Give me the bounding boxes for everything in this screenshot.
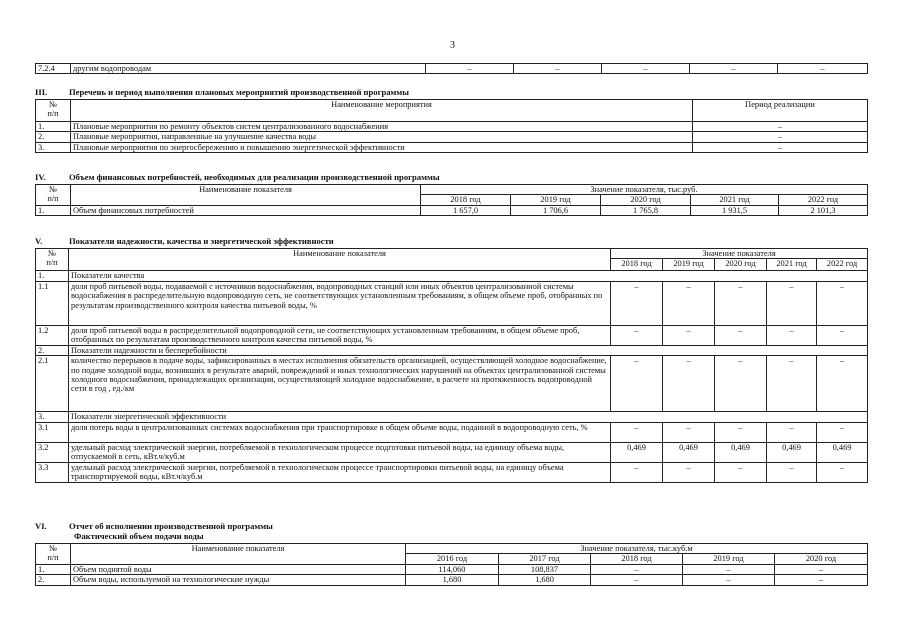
header-year: 2018 год (591, 554, 683, 564)
row-name: количество перерывов в подаче воды, зафиксированных в местах исполнения обязательств организацией, осуществляющей холодное водоснабжение, по подаче холодной воды, возникших в результате аварий, повреждений и иных технологических нарушений на объектах централизованной системы холодного водоснабжения, принадлежащих организации, осуществляющей холодное водоснабжение, в расчете на протяженность водопроводной сети в год , ед./км (69, 356, 611, 412)
value-cell: – (715, 422, 767, 442)
header-num: № п/п (36, 185, 71, 206)
value-cell: – (663, 422, 715, 442)
header-year: 2019 год (511, 195, 601, 205)
value-cell: 0,469 (817, 442, 868, 462)
header-year: 2017 год (499, 554, 591, 564)
value-cell: – (767, 462, 817, 482)
row-name: доля потерь воды в централизованных системах водоснабжения при транспортировке в общем объеме воды, поданной в водопроводную сеть, % (69, 422, 611, 442)
row-name: доля проб питьевой воды, подаваемой с источников водоснабжения, водопроводных станций или иных объектов централизованной системы водоснабжения в распределительную водопроводную сеть, не соответствующих установленным требованиям, в общем объеме проб, отобранных по результатам производственного контроля качества питьевой воды, % (69, 281, 611, 325)
row-period: – (693, 122, 868, 132)
section-number: III. (35, 87, 48, 97)
row-name: доля проб питьевой воды в распределительной водопроводной сети, не соответствующих установленным требованиям, в общем объеме проб, отобранных по результатам производственного контроля качества питьевой воды, % (69, 325, 611, 345)
header-value: Значение показателя (611, 249, 868, 259)
value-cell: 1,680 (499, 575, 591, 585)
value-cell: – (426, 64, 514, 74)
section-title: Объем финансовых потребностей, необходимых для реализации производственной программы (69, 172, 440, 182)
table-row (36, 345, 868, 355)
header-num: № п/п (36, 544, 71, 565)
header-num: № п/п (36, 100, 71, 122)
row-num: 2. (36, 575, 71, 585)
table-row (36, 442, 868, 462)
value-cell: – (591, 564, 683, 574)
row-period: – (693, 132, 868, 142)
value-cell: 0,469 (611, 442, 663, 462)
value-cell: 1 657,0 (421, 205, 511, 215)
table-row (36, 281, 868, 325)
value-cell: – (591, 575, 683, 585)
row-num: 3.1 (36, 422, 69, 442)
row-num: 1.2 (36, 325, 69, 345)
value-cell: – (715, 462, 767, 482)
header-num: № п/п (36, 249, 69, 271)
value-cell: – (715, 356, 767, 412)
table-row (36, 564, 868, 574)
header-year: 2018 год (611, 259, 663, 271)
value-cell: – (767, 356, 817, 412)
header-name: Наименование показателя (71, 185, 421, 206)
value-cell: – (767, 325, 817, 345)
value-cell: – (611, 281, 663, 325)
value-cell: 114,060 (406, 564, 499, 574)
value-cell: – (690, 64, 778, 74)
section-number: IV. (35, 172, 46, 182)
value-cell: 1 931,5 (691, 205, 779, 215)
row-num: 1.1 (36, 281, 69, 325)
value-cell: – (611, 325, 663, 345)
value-cell: – (611, 422, 663, 442)
value-cell: 1 765,8 (601, 205, 691, 215)
value-cell: – (767, 422, 817, 442)
row-name: Объем поднятой воды (71, 564, 406, 574)
value-cell: – (817, 422, 868, 442)
value-cell: – (715, 281, 767, 325)
value-cell: – (715, 325, 767, 345)
value-cell: – (767, 281, 817, 325)
value-cell: 0,469 (767, 442, 817, 462)
table-row (36, 132, 868, 142)
value-cell: – (817, 356, 868, 412)
value-cell: – (663, 281, 715, 325)
header-name: Наименование показателя (69, 249, 611, 271)
table-row (36, 412, 868, 422)
header-year: 2018 год (421, 195, 511, 205)
value-cell: 0,469 (715, 442, 767, 462)
section-title: Отчет об исполнении производственной программы (69, 521, 273, 531)
row-name: удельный расход электрической энергии, потребляемой в технологическом процессе транспортировки питьевой воды, на единицу объема транспортируемой воды, кВт.ч/куб.м (69, 462, 611, 482)
header-period: Период реализации (693, 100, 868, 122)
value-cell: – (611, 462, 663, 482)
row-name: Показатели качества (69, 271, 868, 281)
header-value: Значение показателя, тыс.куб.м (406, 544, 868, 554)
row-name: удельный расход электрической энергии, потребляемой в технологическом процессе подготовки питьевой воды, на единицу объема воды, отпускаемой в сеть, кВт.ч/куб.м (69, 442, 611, 462)
table-section-3 (35, 99, 868, 153)
header-year: 2020 год (715, 259, 767, 271)
header-name: Наименование показателя (71, 544, 406, 565)
header-year: 2021 год (691, 195, 779, 205)
table-7-2-4 (35, 63, 868, 74)
row-name: Показатели энергетической эффективности (69, 412, 868, 422)
value-cell: 1,680 (406, 575, 499, 585)
table-section-4 (35, 184, 868, 216)
row-name: Плановые мероприятия, направленные на улучшение качества воды (71, 132, 693, 142)
table-row (36, 205, 868, 215)
section-number: VI. (35, 521, 47, 531)
value-cell: – (683, 575, 775, 585)
value-cell: – (602, 64, 690, 74)
row-name: Объем финансовых потребностей (71, 205, 421, 215)
header-year: 2016 год (406, 554, 499, 564)
header-year: 2019 год (683, 554, 775, 564)
header-year: 2022 год (817, 259, 868, 271)
row-num: 3. (36, 142, 71, 152)
row-num: 3.3 (36, 462, 69, 482)
header-year: 2021 год (767, 259, 817, 271)
row-name: Объем воды, используемой на технологические нужды (71, 575, 406, 585)
value-cell: – (683, 564, 775, 574)
row-num: 1. (36, 271, 69, 281)
value-cell: – (514, 64, 602, 74)
value-cell: – (663, 325, 715, 345)
row-num: 3.2 (36, 442, 69, 462)
value-cell: – (663, 356, 715, 412)
row-num: 1. (36, 122, 71, 132)
section-6-subtitle: Фактический объем подачи воды (74, 531, 204, 541)
value-cell: – (775, 564, 868, 574)
header-year: 2020 год (775, 554, 868, 564)
header-year: 2020 год (601, 195, 691, 205)
value-cell: – (663, 462, 715, 482)
value-cell: 0,469 (663, 442, 715, 462)
section-number: V. (35, 236, 43, 246)
table-row (36, 142, 868, 152)
value-cell: – (817, 462, 868, 482)
section-title: Показатели надежности, качества и энергетической эффективности (69, 236, 334, 246)
section-3-heading (35, 88, 409, 98)
row-name: Показатели надежности и бесперебойности (69, 345, 868, 355)
header-name: Наименование мероприятия (71, 100, 693, 122)
row-num: 3. (36, 412, 69, 422)
value-cell: – (611, 356, 663, 412)
value-cell: 108,837 (499, 564, 591, 574)
row-name: Плановые мероприятия по энергосбережению и повышению энергетической эффективности (71, 142, 693, 152)
row-period: – (693, 142, 868, 152)
value-cell: – (775, 575, 868, 585)
table-row (36, 271, 868, 281)
row-name: Плановые мероприятия по ремонту объектов систем централизованного водоснабжения (71, 122, 693, 132)
section-4-heading (35, 173, 440, 183)
value-cell: – (778, 64, 868, 74)
row-num: 7.2.4 (36, 64, 71, 74)
section-5-heading (35, 237, 334, 247)
table-section-6 (35, 543, 868, 586)
value-cell: 2 101,3 (779, 205, 868, 215)
header-year: 2019 год (663, 259, 715, 271)
value-cell: – (817, 325, 868, 345)
row-num: 2. (36, 132, 71, 142)
section-title: Перечень и период выполнения плановых мероприятий производственной программы (69, 87, 409, 97)
value-cell: 1 706,6 (511, 205, 601, 215)
page-number: 3 (450, 40, 455, 51)
table-row (36, 575, 868, 585)
table-row (36, 462, 868, 482)
header-year: 2022 год (779, 195, 868, 205)
value-cell: – (817, 281, 868, 325)
header-value: Значение показателя, тыс.руб. (421, 185, 868, 195)
row-num: 2.1 (36, 356, 69, 412)
row-num: 1. (36, 205, 71, 215)
row-name: другим водопроводам (71, 64, 426, 74)
table-row (36, 356, 868, 412)
row-num: 2. (36, 345, 69, 355)
table-row (36, 422, 868, 442)
table-row (36, 122, 868, 132)
row-num: 1. (36, 564, 71, 574)
table-section-5 (35, 248, 868, 483)
table-row (36, 325, 868, 345)
